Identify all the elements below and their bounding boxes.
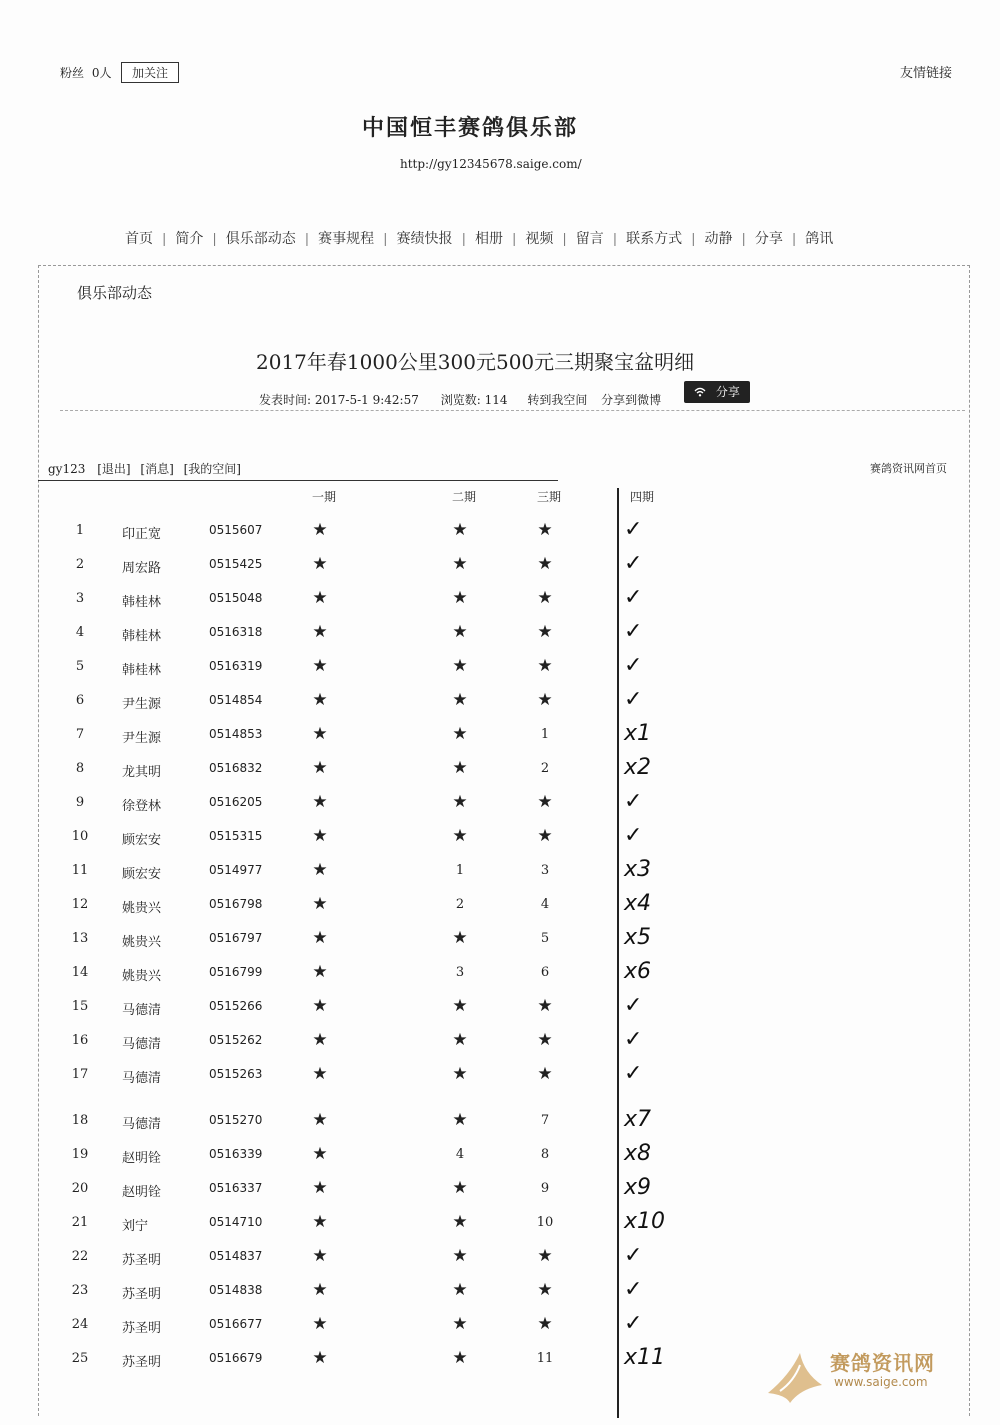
nav-separator: | [212,232,217,247]
ring-number: 0516339 [209,1147,263,1161]
period-2-cell: ★ [452,928,468,948]
row-number: 5 [75,659,85,674]
logout-link[interactable]: [退出] [97,462,131,476]
period-1-cell: ★ [312,792,328,812]
nav-separator: | [612,232,618,247]
fans-count: 0人 [91,66,112,80]
owner-name: 顾宏安 [122,833,162,848]
nav-item[interactable]: 视频 [525,231,554,247]
table-row [0,1107,1000,1147]
owner-name: 苏圣明 [122,1253,162,1268]
row-number: 19 [71,1147,89,1162]
period-2-cell: ★ [452,1246,468,1266]
period-2-cell: ★ [452,554,468,574]
header-period-4: 四期 [630,490,655,504]
period-2-cell: ★ [452,996,468,1016]
period-1-cell: ★ [312,758,328,778]
row-number: 1 [75,523,85,538]
period-4-handwritten-mark: ✓ [624,1277,643,1302]
period-1-cell: ★ [312,860,328,880]
row-number: 24 [71,1317,89,1332]
table-row [0,1141,1000,1181]
period-2-cell: ★ [452,622,468,642]
period-4-handwritten-mark: ✓ [624,1243,643,1268]
fans-label: 粉丝 [60,66,85,80]
period-3-cell: 8 [540,1147,550,1162]
header-period-3: 三期 [537,490,562,504]
period-1-cell: ★ [312,622,328,642]
table-row [0,1209,1000,1249]
period-4-handwritten-mark: x4 [624,891,652,916]
table-row [0,1243,1000,1283]
watermark-url: www.saige.com [834,1375,928,1389]
table-row [0,1277,1000,1317]
period-4-handwritten-mark: x9 [624,1175,652,1200]
period-2-cell: ★ [452,1212,468,1232]
period-2-cell: ★ [452,826,468,846]
ring-number: 0514854 [209,693,263,707]
nav-item[interactable]: 相册 [474,231,503,247]
period-1-cell: ★ [312,1030,328,1050]
owner-name: 马德清 [122,1071,162,1086]
period-1-cell: ★ [312,894,328,914]
period-1-cell: ★ [312,1246,328,1266]
row-number: 22 [71,1249,89,1264]
period-3-cell: ★ [537,588,553,608]
site-url[interactable]: http://gy12345678.saige.com/ [400,157,582,171]
period-4-handwritten-mark: x2 [624,755,652,780]
nav-item[interactable]: 首页 [125,231,153,247]
period-1-cell: ★ [312,1144,328,1164]
owner-name: 姚贵兴 [122,969,162,984]
pigeon-logo-icon [760,1345,830,1407]
table-row [0,891,1000,931]
period-4-handwritten-mark: x6 [624,959,652,984]
row-number: 21 [71,1215,89,1230]
table-row [0,585,1000,625]
user-bar [48,460,241,477]
period-3-cell: ★ [537,1280,553,1300]
row-number: 15 [71,999,89,1014]
period-2-cell: 4 [455,1147,465,1162]
ring-number: 0515315 [209,829,263,843]
ring-number: 0516679 [209,1351,263,1365]
messages-link[interactable]: [消息] [140,462,174,476]
table-row [0,993,1000,1033]
owner-name: 赵明铨 [122,1185,162,1200]
period-2-cell: ★ [452,1280,468,1300]
ring-number: 0515263 [209,1067,263,1081]
nav-item[interactable]: 鸽讯 [805,231,834,247]
table-row [0,789,1000,829]
watermark-text: 赛鸽资讯网 [830,1351,935,1375]
period-1-cell: ★ [312,1178,328,1198]
table-row [0,653,1000,693]
owner-name: 尹生源 [122,697,162,712]
row-number: 6 [75,693,85,708]
period-3-cell: 11 [536,1351,554,1366]
period-2-cell: 1 [455,863,465,878]
owner-name: 马德清 [122,1003,162,1018]
follow-button[interactable]: 加关注 [121,62,179,83]
nav-item[interactable]: 动静 [704,231,733,247]
table-row [0,857,1000,897]
period-3-cell: 4 [540,897,550,912]
row-number: 13 [71,931,89,946]
period-4-handwritten-mark: ✓ [624,687,643,712]
period-4-handwritten-mark: ✓ [624,619,643,644]
ring-number: 0516319 [209,659,263,673]
period-2-cell: ★ [452,724,468,744]
header-period-1: 一期 [312,490,337,504]
owner-name: 苏圣明 [122,1287,162,1302]
period-3-cell: ★ [537,1064,553,1084]
period-4-handwritten-mark: ✓ [624,823,643,848]
period-4-handwritten-mark: x5 [624,925,652,950]
period-2-cell: ★ [452,758,468,778]
period-3-cell: 2 [540,761,550,776]
owner-name: 苏圣明 [122,1321,162,1336]
period-3-cell: ★ [537,520,553,540]
period-1-cell: ★ [312,826,328,846]
period-1-cell: ★ [312,1064,328,1084]
period-3-cell: 5 [540,931,550,946]
period-4-handwritten-mark: ✓ [624,1027,643,1052]
period-3-cell: 10 [536,1215,554,1230]
period-2-cell: ★ [452,588,468,608]
table-row [0,687,1000,727]
nav-item[interactable]: 赛事规程 [318,231,375,247]
period-2-cell: ★ [452,1178,468,1198]
table-row [0,1061,1000,1101]
row-number: 17 [71,1067,89,1082]
row-number: 23 [71,1283,89,1298]
period-3-cell: ★ [537,622,553,642]
ring-number: 0516832 [209,761,263,775]
username: gy123 [48,462,86,476]
period-3-cell: ★ [537,656,553,676]
ring-number: 0516337 [209,1181,263,1195]
wifi-icon [694,385,710,399]
ring-number: 0516798 [209,897,263,911]
period-1-cell: ★ [312,996,328,1016]
publish-time: 2017-5-1 9:42:57 [314,393,419,407]
row-number: 8 [75,761,85,776]
nav-separator: | [511,232,517,247]
nav-separator: | [383,232,388,247]
table-row [0,551,1000,591]
owner-name: 姚贵兴 [122,901,162,916]
to-space-link[interactable]: 转到我空间 [527,393,588,407]
share-button[interactable] [684,381,750,403]
article-title: 2017年春1000公里300元500元三期聚宝盆明细 [256,350,695,374]
nav-item[interactable]: 留言 [575,231,604,247]
nav-item[interactable]: 联系方式 [626,231,683,247]
period-3-cell: 9 [540,1181,550,1196]
main-nav [125,228,833,248]
period-3-cell: ★ [537,996,553,1016]
site-watermark [760,1345,970,1410]
ring-number: 0514838 [209,1283,263,1297]
nav-separator: | [791,232,797,247]
row-number: 12 [71,897,89,912]
period-4-handwritten-mark: ✓ [624,789,643,814]
owner-name: 尹生源 [122,731,162,746]
views-label: 浏览数: [440,393,481,407]
period-2-cell: ★ [452,656,468,676]
publish-label: 发表时间: [259,393,312,407]
owner-name: 韩桂林 [122,663,162,678]
table-row [0,925,1000,965]
row-number: 20 [71,1181,89,1196]
period-4-handwritten-mark: x3 [624,857,652,882]
ring-number: 0514837 [209,1249,263,1263]
fans-counter [60,64,111,81]
period-3-cell: 1 [540,727,550,742]
period-3-cell: ★ [537,792,553,812]
nav-separator: | [461,232,466,247]
period-1-cell: ★ [312,1280,328,1300]
header-period-2: 二期 [452,490,477,504]
owner-name: 韩桂林 [122,629,162,644]
nav-separator: | [304,232,310,247]
nav-separator: | [741,232,746,247]
ring-number: 0516677 [209,1317,263,1331]
owner-name: 周宏路 [122,561,162,576]
period-4-handwritten-mark: x1 [624,721,652,746]
owner-name: 韩桂林 [122,595,162,610]
period-2-cell: ★ [452,792,468,812]
owner-name: 印正宽 [122,527,162,542]
period-2-cell: 3 [455,965,465,980]
ring-number: 0515607 [209,523,263,537]
period-3-cell: 3 [540,863,550,878]
views-count: 114 [484,393,508,407]
ring-number: 0516205 [209,795,263,809]
period-3-cell: 6 [540,965,550,980]
period-4-handwritten-mark: x8 [624,1141,652,1166]
row-number: 9 [75,795,85,810]
row-number: 2 [75,557,85,572]
period-1-cell: ★ [312,588,328,608]
nav-item[interactable]: 简介 [175,231,204,247]
period-1-cell: ★ [312,520,328,540]
ring-number: 0514977 [209,863,263,877]
owner-name: 赵明铨 [122,1151,162,1166]
ring-number: 0516799 [209,965,263,979]
period-2-cell: ★ [452,1314,468,1334]
row-number: 11 [71,863,89,878]
period-2-cell: ★ [452,1110,468,1130]
row-number: 16 [71,1033,89,1048]
period-3-cell: ★ [537,690,553,710]
period-1-cell: ★ [312,724,328,744]
table-row [0,959,1000,999]
table-row [0,755,1000,795]
section-title: 俱乐部动态 [77,284,153,302]
period-1-cell: ★ [312,962,328,982]
owner-name: 徐登林 [122,799,162,814]
period-3-cell: ★ [537,826,553,846]
row-number: 10 [71,829,89,844]
owner-name: 马德清 [122,1037,162,1052]
period-3-cell: ★ [537,554,553,574]
ring-number: 0516797 [209,931,263,945]
owner-name: 刘宁 [122,1219,149,1234]
share-button-label: 分享 [715,385,740,399]
row-number: 25 [71,1351,89,1366]
owner-name: 龙其明 [122,765,162,780]
ring-number: 0515425 [209,557,263,571]
table-row [0,823,1000,863]
table-row [0,517,1000,557]
article-divider [60,410,965,411]
nav-item[interactable]: 分享 [754,231,783,247]
share-weibo-link[interactable]: 分享到微博 [601,393,662,407]
nav-separator: | [562,232,567,247]
owner-name: 顾宏安 [122,867,162,882]
owner-name: 马德清 [122,1117,162,1132]
ring-number: 0516318 [209,625,263,639]
article-meta [259,391,661,408]
period-4-handwritten-mark: x11 [624,1345,666,1370]
nav-separator: | [691,232,696,247]
home-link[interactable]: 赛鸽资讯网首页 [870,462,947,475]
period-1-cell: ★ [312,1110,328,1130]
period-1-cell: ★ [312,1348,328,1368]
owner-name: 苏圣明 [122,1355,162,1370]
site-title: 中国恒丰赛鸽俱乐部 [362,115,579,141]
table-row [0,1175,1000,1215]
table-row [0,619,1000,659]
period-4-handwritten-mark: ✓ [624,1311,643,1336]
period-2-cell: ★ [452,1348,468,1368]
ring-number: 0515262 [209,1033,263,1047]
period-1-cell: ★ [312,928,328,948]
period-4-handwritten-mark: ✓ [624,585,643,610]
period-4-handwritten-mark: ✓ [624,517,643,542]
period-1-cell: ★ [312,554,328,574]
nav-separator: | [162,232,167,247]
ring-number: 0514853 [209,727,263,741]
period-2-cell: 2 [455,897,465,912]
period-3-cell: ★ [537,1030,553,1050]
period-3-cell: 7 [540,1113,550,1128]
row-number: 4 [75,625,85,640]
period-3-cell: ★ [537,1314,553,1334]
period-1-cell: ★ [312,1314,328,1334]
period-1-cell: ★ [312,1212,328,1232]
table-row [0,721,1000,761]
period-3-cell: ★ [537,1246,553,1266]
period-2-cell: ★ [452,1064,468,1084]
nav-item[interactable]: 赛绩快报 [396,231,453,247]
ring-number: 0515048 [209,591,263,605]
ring-number: 0515270 [209,1113,263,1127]
row-number: 3 [75,591,85,606]
period-4-handwritten-mark: x7 [624,1107,652,1132]
row-number: 14 [71,965,89,980]
table-row [0,1027,1000,1067]
period-2-cell: ★ [452,1030,468,1050]
period-4-handwritten-mark: ✓ [624,993,643,1018]
period-4-handwritten-mark: x10 [624,1209,666,1234]
period-2-cell: ★ [452,520,468,540]
owner-name: 姚贵兴 [122,935,162,950]
period-1-cell: ★ [312,690,328,710]
table-top-rule [38,480,558,481]
nav-item[interactable]: 俱乐部动态 [225,231,296,247]
my-space-link[interactable]: [我的空间] [183,462,241,476]
friend-links[interactable]: 友情链接 [900,66,953,81]
period-2-cell: ★ [452,690,468,710]
row-number: 18 [71,1113,89,1128]
ring-number: 0514710 [209,1215,263,1229]
period-4-handwritten-mark: ✓ [624,653,643,678]
row-number: 7 [75,727,85,742]
period-4-handwritten-mark: ✓ [624,551,643,576]
period-1-cell: ★ [312,656,328,676]
ring-number: 0515266 [209,999,263,1013]
period-4-handwritten-mark: ✓ [624,1061,643,1086]
